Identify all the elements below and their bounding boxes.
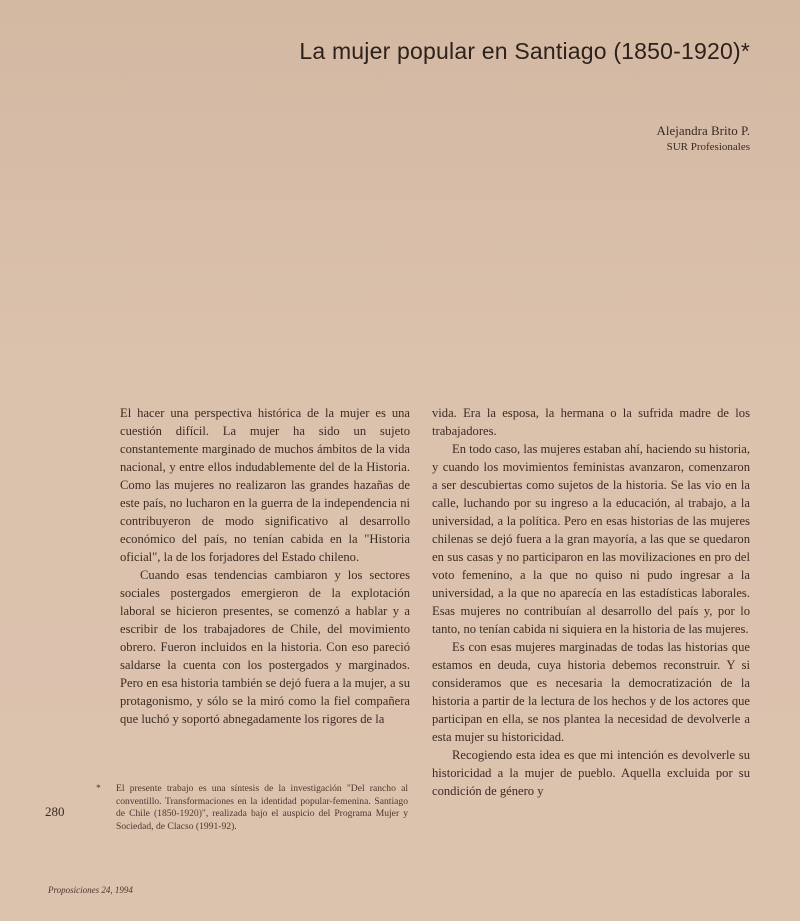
author-affiliation: SUR Profesionales	[666, 141, 750, 153]
page-number: 280	[45, 804, 65, 819]
paragraph: Cuando esas tendencias cambiaron y los sectores sociales postergados emergieron de la explotación laboral se hicieron presentes, se comenzó a hablar y a escribir de los trabajadores de Chile, del movimiento obrero. Fueron incluidos en la historia. Con eso pareció saldarse la cuenta con los postergados y marginados. Pero en esa historia también se dejó fuera a la mujer, a su protagonismo, y sólo se la miró como la fiel compañera que luchó y soportó abnegadamente los rigores de la	[120, 568, 410, 726]
journal-footer: Proposiciones 24, 1994	[48, 885, 133, 895]
paragraph: Recogiendo esta idea es que mi intención es devolverle su historicidad a la mujer de pueblo. Aquella excluida por su condición de género y	[432, 748, 750, 798]
paragraph: El hacer una perspectiva histórica de la mujer es una cuestión difícil. La mujer ha sido un sujeto constantemente marginado de muchos ámbitos de la vida nacional, y entre ellos indudablemente del de la Historia. Como las mujeres no realizaron las grandes hazañas de este país, no lucharon en la guerra de la independencia ni contribuyeron de modo significativo al desarrollo económico del país, no tenían cabida en la "Historia oficial", la de los forjadores del Estado chileno.	[120, 406, 410, 564]
article-title: La mujer popular en Santiago (1850-1920)*	[299, 38, 750, 64]
author-name: Alejandra Brito P.	[656, 123, 750, 138]
paragraph: Es con esas mujeres marginadas de todas las historias que estamos en deuda, cuya historia debemos reconstruir. Y si consideramos que es necesaria la democratización de la historia a partir de la lectura de los hechos y de los actores que participan en ella, se nos plantea la necesidad de devolverle a esta mujer su historicidad.	[432, 640, 750, 744]
author-block	[656, 122, 750, 156]
footnote-mark: *	[96, 783, 101, 794]
right-column	[432, 404, 750, 800]
footnote-text: El presente trabajo es una síntesis de la investigación "Del rancho al conventillo. Transformaciones en la identidad popular-femenina. Santiago de Chile (1850-1920)", realizada bajo el auspicio del Programa Mujer y Sociedad, de Clacso (1991-92).	[116, 783, 408, 832]
footnote	[96, 783, 408, 833]
left-column	[120, 404, 410, 728]
paragraph: En todo caso, las mujeres estaban ahí, haciendo su historia, y cuando los movimientos feministas avanzaron, comenzaron a ser descubiertas como sujetos de la historia. Se las vio en la calle, luchando por su ingreso a la educación, al trabajo, a la universidad, a la política. Pero en esas historias de las mujeres chilenas se dejó fuera a la gran mayoría, a las que se quedaron en sus casas y no participaron en las movilizaciones en pro del voto femenino, a la que no quiso ni pudo ingresar a la universidad, a la que no aparecía en las estadísticas laborales. Esas mujeres no contribuían al desarrollo del país y, por lo tanto, no tenían cabida ni siquiera en la historia de las mujeres.	[432, 442, 750, 636]
paragraph: vida. Era la esposa, la hermana o la sufrida madre de los trabajadores.	[432, 406, 750, 438]
